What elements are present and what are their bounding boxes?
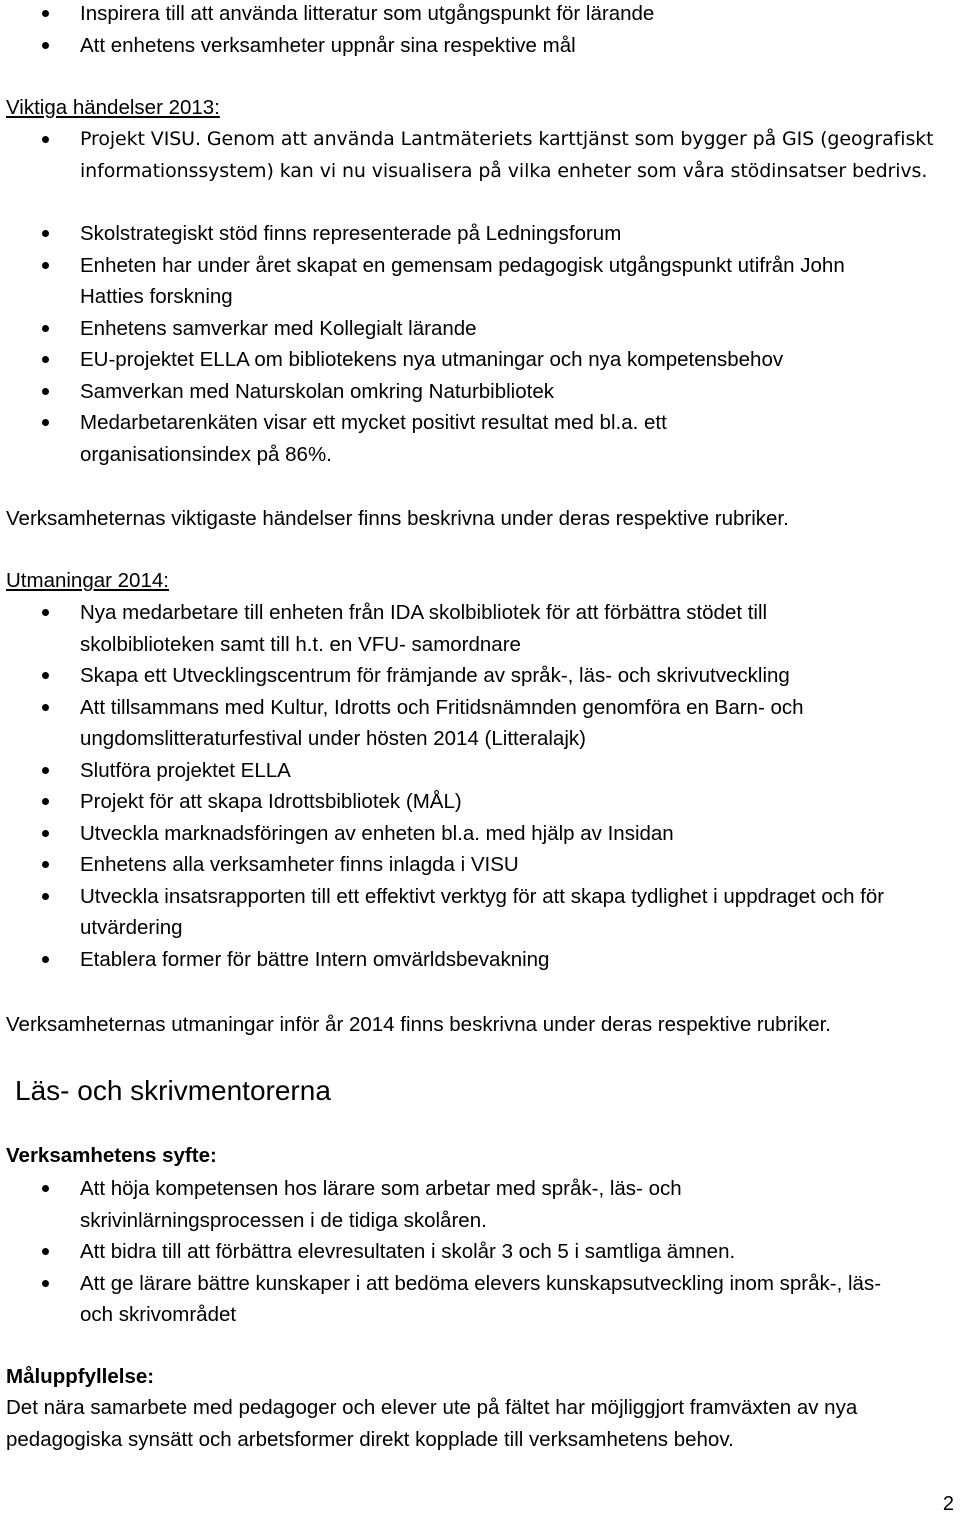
list-item: Enheten har under året skapat en gemensam pedagogisk utgångspunkt utifrån John Hatties forskning (6, 250, 906, 313)
events-first-list (6, 124, 942, 187)
list-item: Etablera former för bättre Intern omvärldsbevakning (6, 944, 906, 976)
list-item: Att enhetens verksamheter uppnår sina respektive mål (6, 30, 942, 62)
list-item: EU-projektet ELLA om bibliotekens nya utmaningar och nya kompetensbehov (6, 344, 906, 376)
list-item: Samverkan med Naturskolan omkring Naturbibliotek (6, 376, 906, 408)
list-item: Utveckla marknadsföringen av enheten bl.a. med hjälp av Insidan (6, 818, 906, 850)
list-item: Medarbetarenkäten visar ett mycket positivt resultat med bl.a. ett organisationsindex på 86%. (6, 407, 906, 470)
list-item: Inspirera till att använda litteratur som utgångspunkt för lärande (6, 0, 942, 30)
events-note: Verksamheternas viktigaste händelser finns beskrivna under deras respektive rubriker. (6, 507, 789, 530)
list-item: Skolstrategiskt stöd finns representerade på Ledningsforum (6, 218, 906, 250)
list-item: Att ge lärare bättre kunskaper i att bedöma elevers kunskapsutveckling inom språk-, läs- och skrivområdet (6, 1268, 906, 1331)
events-bullet-list (6, 218, 906, 470)
list-item: Projekt för att skapa Idrottsbibliotek (MÅL) (6, 786, 906, 818)
fulfillment-heading: Måluppfyllelse: (6, 1365, 155, 1388)
top-bullet-list (6, 0, 942, 61)
list-item: Enhetens alla verksamheter finns inlagda i VISU (6, 849, 906, 881)
events-heading: Viktiga händelser 2013: (6, 96, 220, 119)
challenges-note: Verksamheternas utmaningar inför år 2014 finns beskrivna under deras respektive rubriker. (6, 1013, 831, 1036)
section-title: Läs- och skrivmentorerna (15, 1075, 331, 1106)
list-item: Att höja kompetensen hos lärare som arbetar med språk-, läs- och skrivinlärningsprocessen i de tidiga skolåren. (6, 1173, 906, 1236)
list-item: Slutföra projektet ELLA (6, 755, 906, 787)
list-item: Enhetens samverkar med Kollegialt lärande (6, 313, 906, 345)
challenges-heading: Utmaningar 2014: (6, 569, 169, 592)
page-number: 2 (942, 1493, 954, 1515)
fulfillment-text: Det nära samarbete med pedagoger och elever ute på fältet har möjliggjort framväxten av nya pedagogiska synsätt och arbetsformer direkt kopplade till verksamhetens behov. (6, 1396, 858, 1451)
purpose-heading: Verksamhetens syfte: (6, 1144, 217, 1167)
list-item: Att tillsammans med Kultur, Idrotts och Fritidsnämnden genomföra en Barn- och ungdomslitteraturfestival under hösten 2014 (Litteralajk) (6, 692, 906, 755)
list-item: Utveckla insatsrapporten till ett effektivt verktyg för att skapa tydlighet i uppdraget och för utvärdering (6, 881, 906, 944)
list-item: Projekt VISU. Genom att använda Lantmäteriets karttjänst som bygger på GIS (geografiskt informationssystem) kan vi nu visualisera på vilka enheter som våra stödinsatser bedrivs. (6, 124, 942, 187)
challenges-bullet-list (6, 597, 906, 975)
list-item: Att bidra till att förbättra elevresultaten i skolår 3 och 5 i samtliga ämnen. (6, 1236, 906, 1268)
list-item: Skapa ett Utvecklingscentrum för främjande av språk-, läs- och skrivutveckling (6, 660, 906, 692)
purpose-bullet-list (6, 1173, 906, 1331)
list-item: Nya medarbetare till enheten från IDA skolbibliotek för att förbättra stödet till skolbiblioteken samt till h.t. en VFU- samordnare (6, 597, 906, 660)
